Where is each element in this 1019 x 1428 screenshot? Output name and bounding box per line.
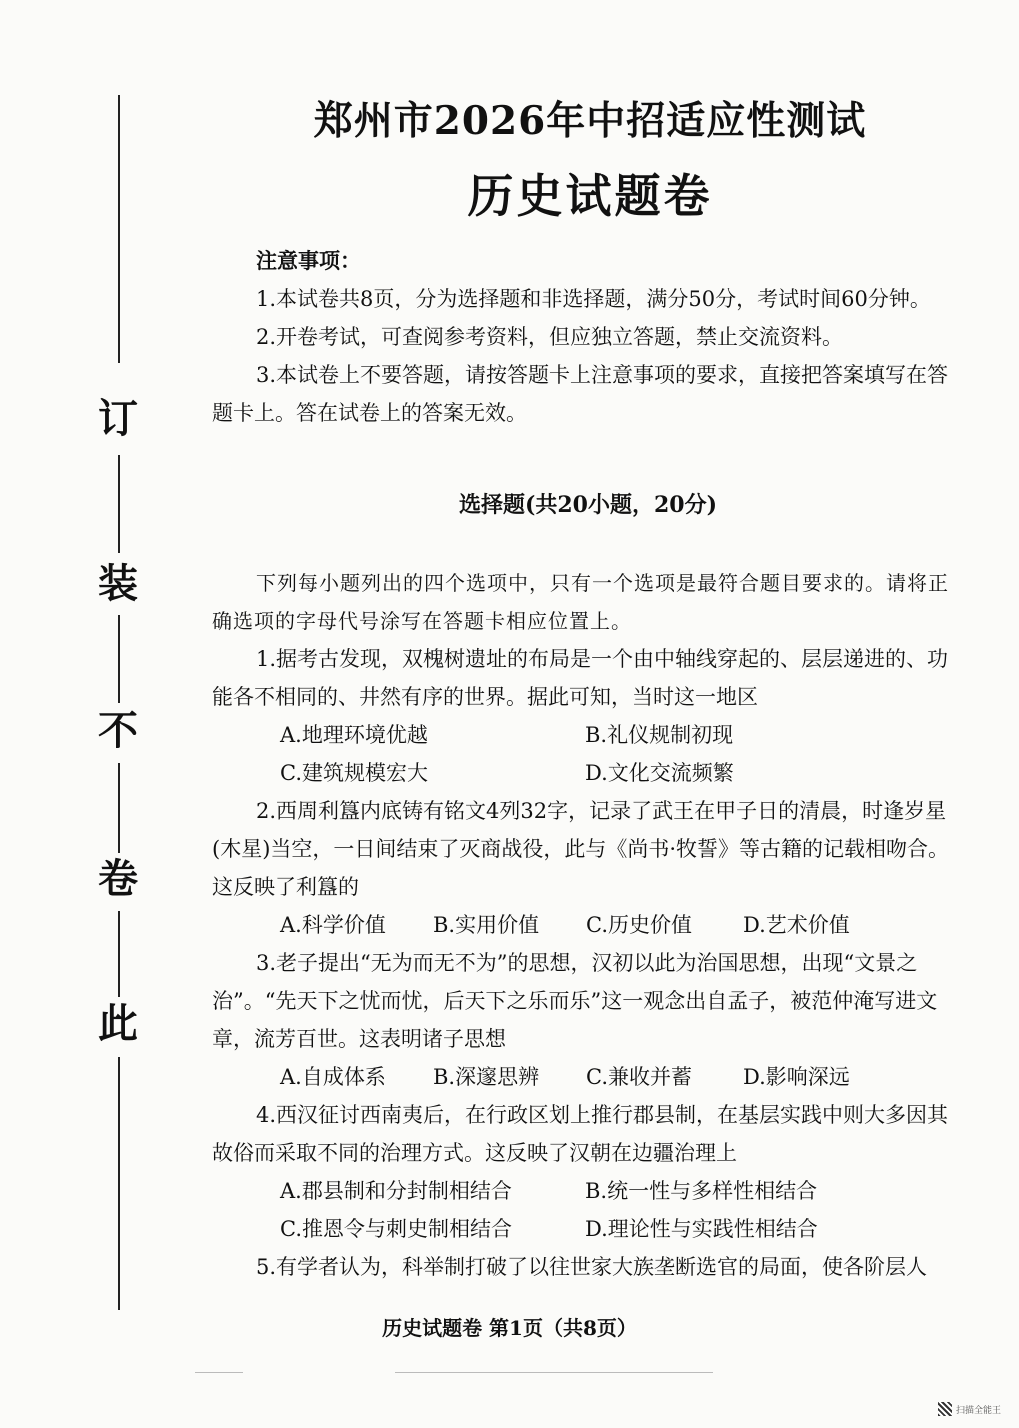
binding-margin xyxy=(88,95,148,1310)
question xyxy=(212,792,964,944)
question-stem: 4.西汉征讨西南夷后，在行政区划上推行郡县制，在基层实践中则大多因其故俗而采取不同的治理方式。这反映了汉朝在边疆治理上 xyxy=(212,1103,949,1165)
notice-item: 1.本试卷共8页，分为选择题和非选择题，满分50分，考试时间60分钟。 xyxy=(256,287,931,311)
option-c: C.建筑规模宏大 xyxy=(280,761,428,785)
binding-line xyxy=(118,615,120,703)
question xyxy=(212,640,964,792)
option-c: C.推恩令与刺史制相结合 xyxy=(280,1217,512,1241)
binding-line xyxy=(118,911,120,997)
option-b: B.统一性与多样性相结合 xyxy=(585,1179,818,1203)
option-b: B.礼仪规制初现 xyxy=(585,723,734,747)
binding-line xyxy=(118,455,120,553)
option-list xyxy=(280,906,964,944)
option-b: B.深邃思辨 xyxy=(433,1065,540,1089)
watermark-text: 扫描全能王 xyxy=(955,1405,1001,1416)
exam-content xyxy=(212,242,964,1286)
binding-line xyxy=(118,763,120,853)
scanner-watermark xyxy=(938,1402,1001,1416)
question-stem: 1.据考古发现，双槐树遗址的布局是一个由中轴线穿起的、层层递进的、功能各不相同的、井然有序的世界。据此可知，当时这一地区 xyxy=(212,647,949,709)
option-a: A.自成体系 xyxy=(280,1065,386,1089)
page-subtitle: 历史试题卷 xyxy=(467,169,713,223)
question-stem: 2.西周利簋内底铸有铭文4列32字，记录了武王在甲子日的清晨，时逢岁星(木星)当空，一日间结束了灭商战役，此与《尚书·牧誓》等古籍的记载相吻合。这反映了利簋的 xyxy=(212,799,950,899)
option-c: C.历史价值 xyxy=(586,913,692,937)
binding-char-ding: 订 xyxy=(94,395,142,443)
scan-artifact-line xyxy=(195,1372,243,1373)
question-stem: 3.老子提出“无为而无不为”的思想，汉初以此为治国思想，出现“文景之治”。“先天下之忧而忧，后天下之乐而乐”这一观念出自孟子，被范仲淹写进文章，流芳百世。这表明诸子思想 xyxy=(212,951,938,1051)
notice-item: 3.本试卷上不要答题，请按答题卡上注意事项的要求，直接把答案填写在答题卡上。答在试卷上的答案无效。 xyxy=(212,363,949,425)
option-a: A.地理环境优越 xyxy=(280,723,428,747)
option-d: D.理论性与实践性相结合 xyxy=(585,1217,818,1241)
option-c: C.兼收并蓄 xyxy=(586,1065,692,1089)
binding-line xyxy=(118,95,120,363)
option-d: D.艺术价值 xyxy=(743,913,850,937)
option-list xyxy=(280,1058,964,1096)
binding-char-zhuang: 装 xyxy=(94,560,142,608)
section-title: 选择题(共20小题，20分) xyxy=(458,492,718,518)
binding-line xyxy=(118,1057,120,1310)
option-list xyxy=(280,716,964,792)
page-footer: 历史试题卷 第1页（共8页） xyxy=(382,1316,637,1340)
notice-item: 2.开卷考试，可查阅参考资料，但应独立答题，禁止交流资料。 xyxy=(256,325,844,349)
option-d: D.影响深远 xyxy=(743,1065,850,1089)
question-stem: 5.有学者认为，科举制打破了以往世家大族垄断选官的局面，使各阶层人 xyxy=(256,1255,928,1279)
option-a: A.郡县制和分封制相结合 xyxy=(280,1179,512,1203)
scan-artifact-line xyxy=(395,1372,713,1373)
option-d: D.文化交流频繁 xyxy=(585,761,734,785)
qr-code-icon xyxy=(938,1402,952,1416)
option-list xyxy=(280,1172,964,1248)
binding-char-juan: 卷 xyxy=(94,855,142,903)
question xyxy=(212,944,964,1096)
question xyxy=(212,1248,964,1286)
option-a: A.科学价值 xyxy=(280,913,386,937)
question xyxy=(212,1096,964,1248)
section-instructions: 下列每小题列出的四个选项中，只有一个选项是最符合题目要求的。请将正确选项的字母代号涂写在答题卡相应位置上。 xyxy=(212,571,949,633)
page-title: 郑州市2026年中招适应性测试 xyxy=(313,98,867,144)
notice-heading: 注意事项： xyxy=(256,248,361,273)
binding-char-bu: 不 xyxy=(94,707,142,755)
option-b: B.实用价值 xyxy=(433,913,540,937)
binding-char-ci: 此 xyxy=(94,1000,142,1048)
